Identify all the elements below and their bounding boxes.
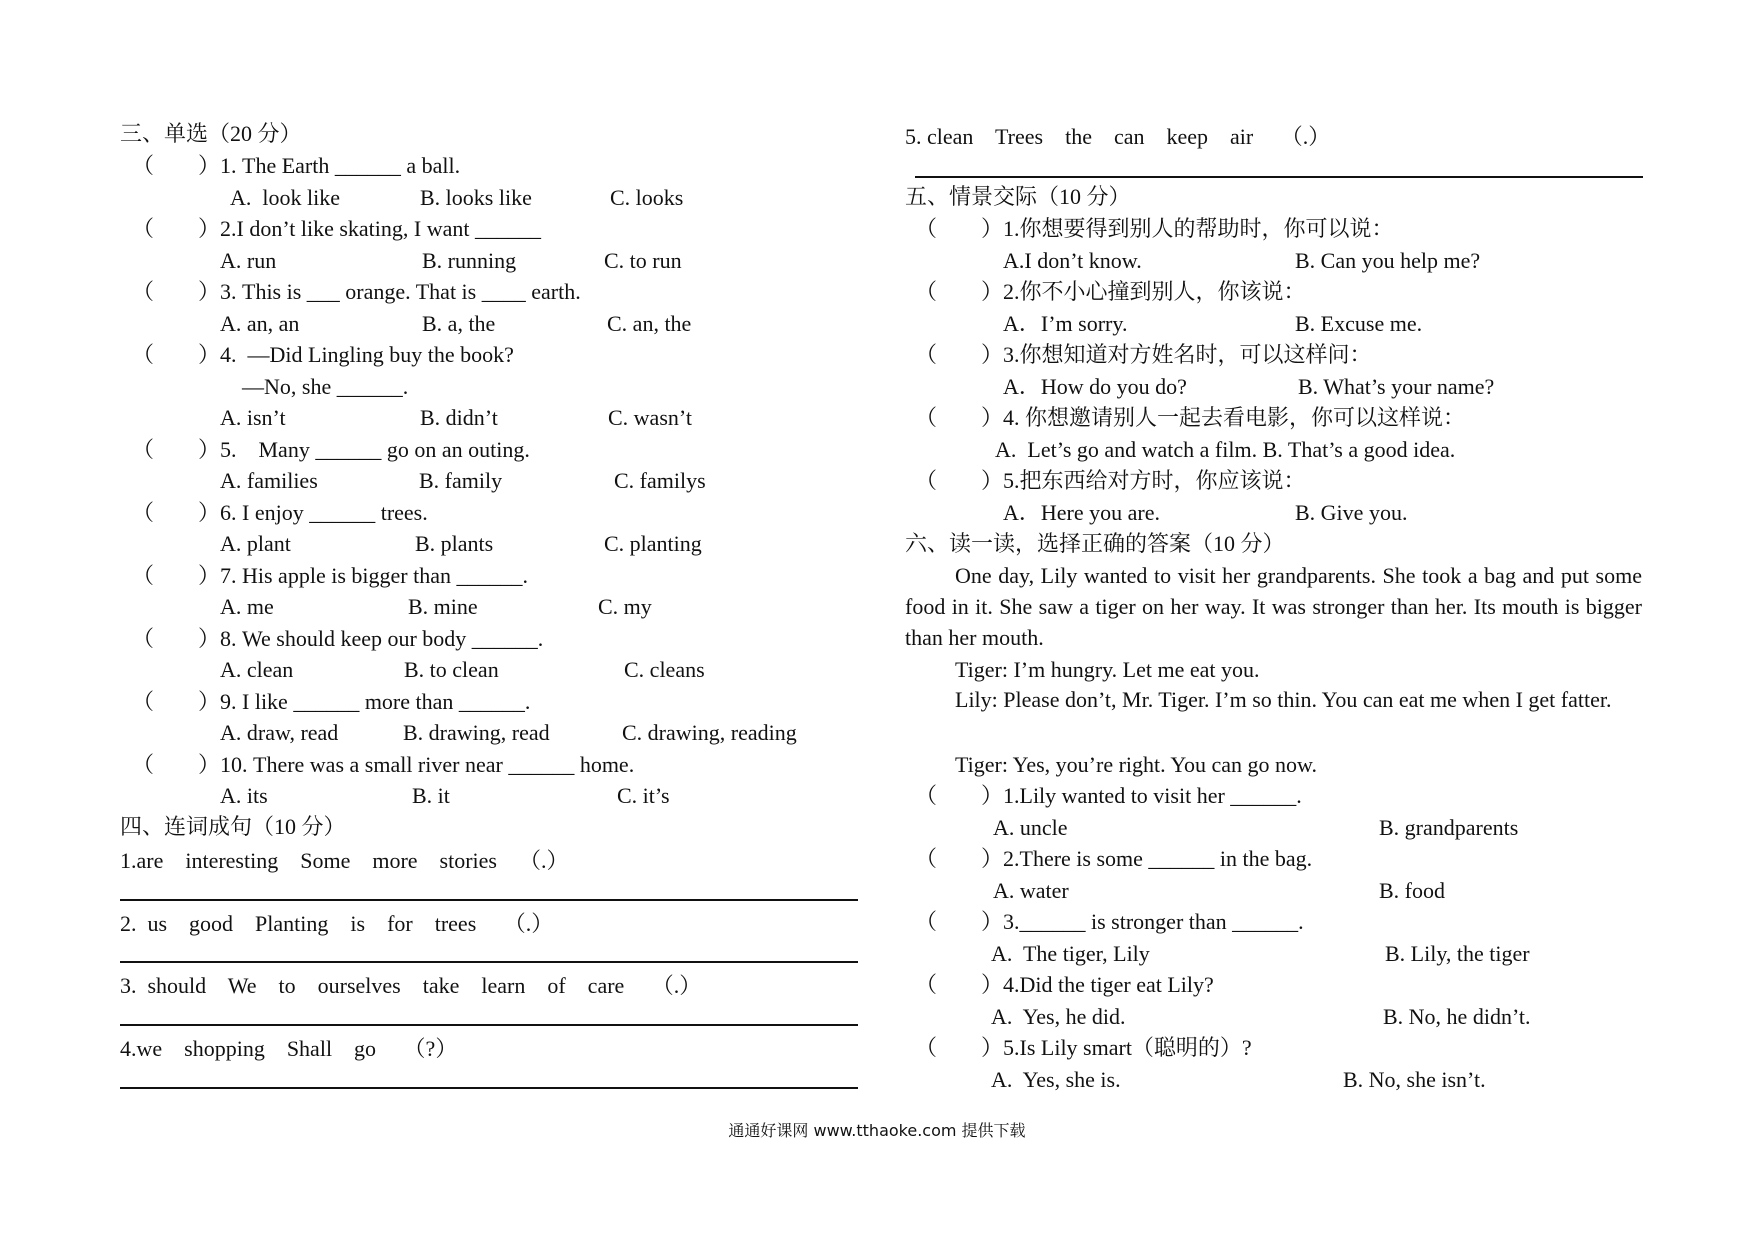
answer-line-1	[120, 899, 858, 901]
word-order-4: 4.we shopping Shall go （?）	[120, 1036, 458, 1061]
reading-question-3: （ ）3.______ is stronger than ______.	[915, 909, 1304, 934]
option-b: B. mine	[408, 594, 478, 619]
option-a: A. The tiger, Lily	[991, 941, 1150, 966]
reading-passage: One day, Lily wanted to visit her grandparents. She took a bag and put some food in it. She saw a tiger on her way. It was stronger than her. Its mouth is bigger than her mouth.	[905, 563, 1642, 650]
option-b: B. family	[419, 468, 503, 493]
situation-question-2: （ ）2.你不小心撞到别人，你该说：	[915, 279, 1306, 304]
reading-question-2: （ ）2.There is some ______ in the bag.	[915, 846, 1313, 871]
option-a: A．Here you are.	[1003, 500, 1160, 525]
footer-source: 通通好课网 www.tthaoke.com 提供下载	[728, 1121, 1026, 1140]
reading-question-4: （ ）4.Did the tiger eat Lily?	[915, 972, 1214, 997]
option-b: B. Excuse me.	[1295, 311, 1423, 336]
option-b: B. to clean	[404, 657, 499, 682]
mc-question-4: （ ）4. —Did Lingling buy the book?	[132, 342, 514, 367]
option-c: C. planting	[604, 531, 702, 556]
option-c: C. cleans	[624, 657, 705, 682]
option-b: B. drawing, read	[403, 720, 550, 745]
option-c: C. familys	[614, 468, 706, 493]
answer-line-2	[120, 961, 858, 963]
option-b: B. plants	[415, 531, 494, 556]
option-b: B. Can you help me?	[1295, 248, 1481, 273]
reading-question-5: （ ）5.Is Lily smart（聪明的）?	[915, 1035, 1252, 1060]
dialogue-tiger-1: Tiger: I’m hungry. Let me eat you.	[955, 657, 1260, 682]
option-c: C. looks	[610, 185, 684, 210]
option-c: C. my	[598, 594, 652, 619]
option-a: A. water	[993, 878, 1069, 903]
reading-question-1: （ ）1.Lily wanted to visit her ______.	[915, 783, 1302, 808]
situation-question-3: （ ）3.你想知道对方姓名时，可以这样问：	[915, 342, 1372, 367]
option-c: C. an, the	[607, 311, 692, 336]
option-a: A. families	[220, 468, 318, 493]
mc-question-2: （ ）2.I don’t like skating, I want ______	[132, 216, 541, 241]
dialogue-tiger-2: Tiger: Yes, you’re right. You can go now.	[955, 752, 1318, 777]
mc-question-4-reply: —No, she ______.	[242, 374, 409, 399]
answer-line-5	[915, 176, 1643, 178]
option-c: C. to run	[604, 248, 682, 273]
option-b: B. running	[422, 248, 517, 273]
section-3-heading: 三、单选（20 分）	[120, 121, 302, 146]
mc-question-8: （ ）8. We should keep our body ______.	[132, 626, 544, 651]
situation-question-5: （ ）5.把东西给对方时，你应该说：	[915, 468, 1306, 493]
option-c: C. wasn’t	[608, 405, 692, 430]
word-order-3: 3. should We to ourselves take learn of care （.）	[120, 973, 702, 998]
section-6-heading: 六、读一读，选择正确的答案（10 分）	[905, 531, 1285, 556]
option-b: B. Give you.	[1295, 500, 1408, 525]
situation-question-1: （ ）1.你想要得到别人的帮助时，你可以说：	[915, 216, 1394, 241]
option-b: B. it	[412, 783, 450, 808]
word-order-2: 2. us good Planting is for trees （.）	[120, 911, 554, 936]
option-a: A．How do you do?	[1003, 374, 1187, 399]
answer-line-3	[120, 1024, 858, 1026]
section-5-heading: 五、情景交际（10 分）	[905, 184, 1131, 209]
option-a: A. draw, read	[220, 720, 339, 745]
word-order-1: 1.are interesting Some more stories （.）	[120, 848, 569, 873]
mc-question-9: （ ）9. I like ______ more than ______.	[132, 689, 531, 714]
option-b: B. No, she isn’t.	[1343, 1067, 1486, 1092]
option-a-and-b: A. Let’s go and watch a film. B. That’s a good idea.	[995, 437, 1456, 462]
option-c: C. drawing, reading	[622, 720, 797, 745]
mc-question-3: （ ）3. This is ___ orange. That is ____ earth.	[132, 279, 581, 304]
option-a: A. uncle	[993, 815, 1068, 840]
option-a: A. run	[220, 248, 277, 273]
dialogue-lily: Lily: Please don’t, Mr. Tiger. I’m so thin. You can eat me when I get fatter.	[955, 687, 1612, 712]
mc-question-10: （ ）10. There was a small river near ______ home.	[132, 752, 635, 777]
option-b: B. didn’t	[420, 405, 498, 430]
option-a: A. plant	[220, 531, 291, 556]
mc-question-1: （ ）1. The Earth ______ a ball.	[132, 153, 461, 178]
option-c: C. it’s	[617, 783, 670, 808]
situation-question-4: （ ）4. 你想邀请别人一起去看电影，你可以这样说：	[915, 405, 1466, 430]
option-a: A. an, an	[220, 311, 300, 336]
mc-question-5: （ ）5. Many ______ go on an outing.	[132, 437, 530, 462]
option-b: B. What’s your name?	[1298, 374, 1495, 399]
mc-question-6: （ ）6. I enjoy ______ trees.	[132, 500, 428, 525]
option-b: B. looks like	[420, 185, 532, 210]
option-b: B. grandparents	[1379, 815, 1519, 840]
word-order-5: 5. clean Trees the can keep air （.）	[905, 124, 1331, 149]
option-a: A. Yes, he did.	[991, 1004, 1126, 1029]
option-b: B. No, he didn’t.	[1383, 1004, 1531, 1029]
option-a: A. look like	[230, 185, 340, 210]
mc-question-7: （ ）7. His apple is bigger than ______.	[132, 563, 528, 588]
option-b: B. Lily, the tiger	[1385, 941, 1530, 966]
option-b: B. a, the	[422, 311, 496, 336]
option-a: A. clean	[220, 657, 294, 682]
option-a: A.I don’t know.	[1003, 248, 1142, 273]
option-a: A. its	[220, 783, 268, 808]
option-a: A. me	[220, 594, 274, 619]
option-b: B. food	[1379, 878, 1445, 903]
option-a: A. Yes, she is.	[991, 1067, 1121, 1092]
answer-line-4	[120, 1087, 858, 1089]
option-a: A．I’m sorry.	[1003, 311, 1128, 336]
section-4-heading: 四、连词成句（10 分）	[120, 814, 346, 839]
option-a: A. isn’t	[220, 405, 286, 430]
